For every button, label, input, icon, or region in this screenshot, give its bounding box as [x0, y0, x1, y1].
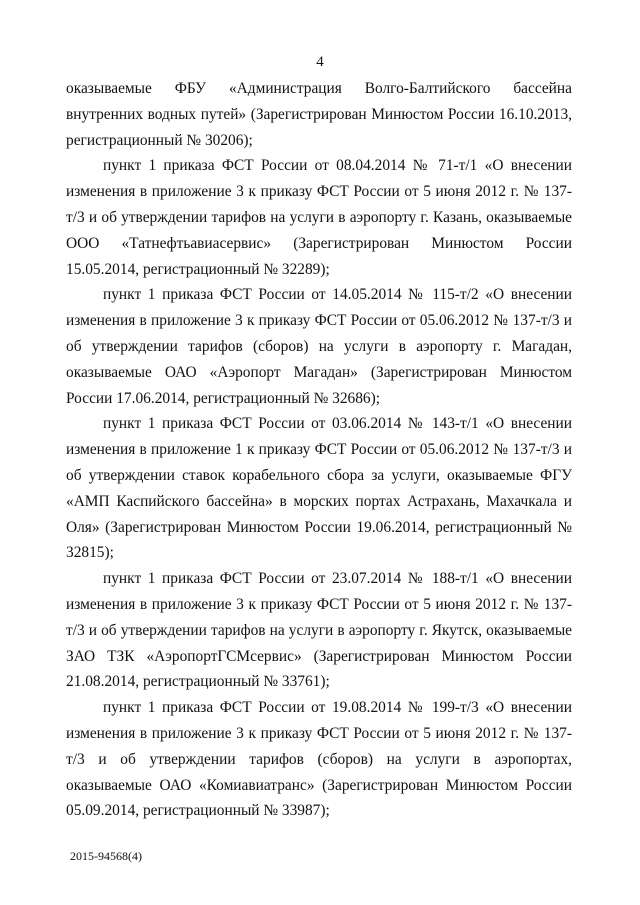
- document-code: 2015-94568(4): [70, 849, 142, 863]
- paragraph-continuation: оказываемые ФБУ «Администрация Волго-Балтийского бассейна внутренних водных путей» (Зарегистрирован Минюстом России 16.10.2013, регистрационный № 30206);: [66, 80, 572, 149]
- paragraph-item: пункт 1 приказа ФСТ России от 03.06.2014 № 143-т/1 «О внесении изменения в приложение 1 к приказу ФСТ России от 05.06.2012 № 137-т/3 и об утверждении ставок корабельного сбора за услуги, оказываемые ФГУ «АМП Каспийского бассейна» в морских портах Астрахань, Махачкала и Оля» (Зарегистрирован Минюстом России 19.06.2014, регистрационный № 32815);: [66, 415, 572, 562]
- paragraph-item: пункт 1 приказа ФСТ России от 19.08.2014 № 199-т/3 «О внесении изменения в приложение 3 к приказу ФСТ России от 5 июня 2012 г. № 137-т/3 и об утверждении тарифов (сборов) на услуги в аэропортах, оказываемые ОАО «Комиавиатранс» (Зарегистрирован Минюстом России 05.09.2014, регистрационный № 33987);: [66, 699, 572, 820]
- paragraph-item: пункт 1 приказа ФСТ России от 14.05.2014 № 115-т/2 «О внесении изменения в приложение 3 к приказу ФСТ России от 05.06.2012 № 137-т/3 и об утверждении тарифов (сборов) на услуги в аэропорту г. Магадан, оказываемые ОАО «Аэропорт Магадан» (Зарегистрирован Минюстом России 17.06.2014, регистрационный № 32686);: [66, 286, 572, 407]
- paragraph-item: пункт 1 приказа ФСТ России от 08.04.2014 № 71-т/1 «О внесении изменения в приложение 3 к приказу ФСТ России от 5 июня 2012 г. № 137-т/3 и об утверждении тарифов на услуги в аэропорту г. Казань, оказываемые ООО «Татнефтьавиасервис» (Зарегистрирован Минюстом России 15.05.2014, регистрационный № 32289);: [66, 157, 572, 278]
- document-body: [66, 76, 572, 824]
- page-number: 4: [316, 54, 324, 70]
- paragraph-item: пункт 1 приказа ФСТ России от 23.07.2014 № 188-т/1 «О внесении изменения в приложение 3 к приказу ФСТ России от 5 июня 2012 г. № 137-т/3 и об утверждении тарифов на услуги в аэропорту г. Якутск, оказываемые ЗАО ТЗК «АэропортГСМсервис» (Зарегистрирован Минюстом России 21.08.2014, регистрационный № 33761);: [66, 570, 572, 691]
